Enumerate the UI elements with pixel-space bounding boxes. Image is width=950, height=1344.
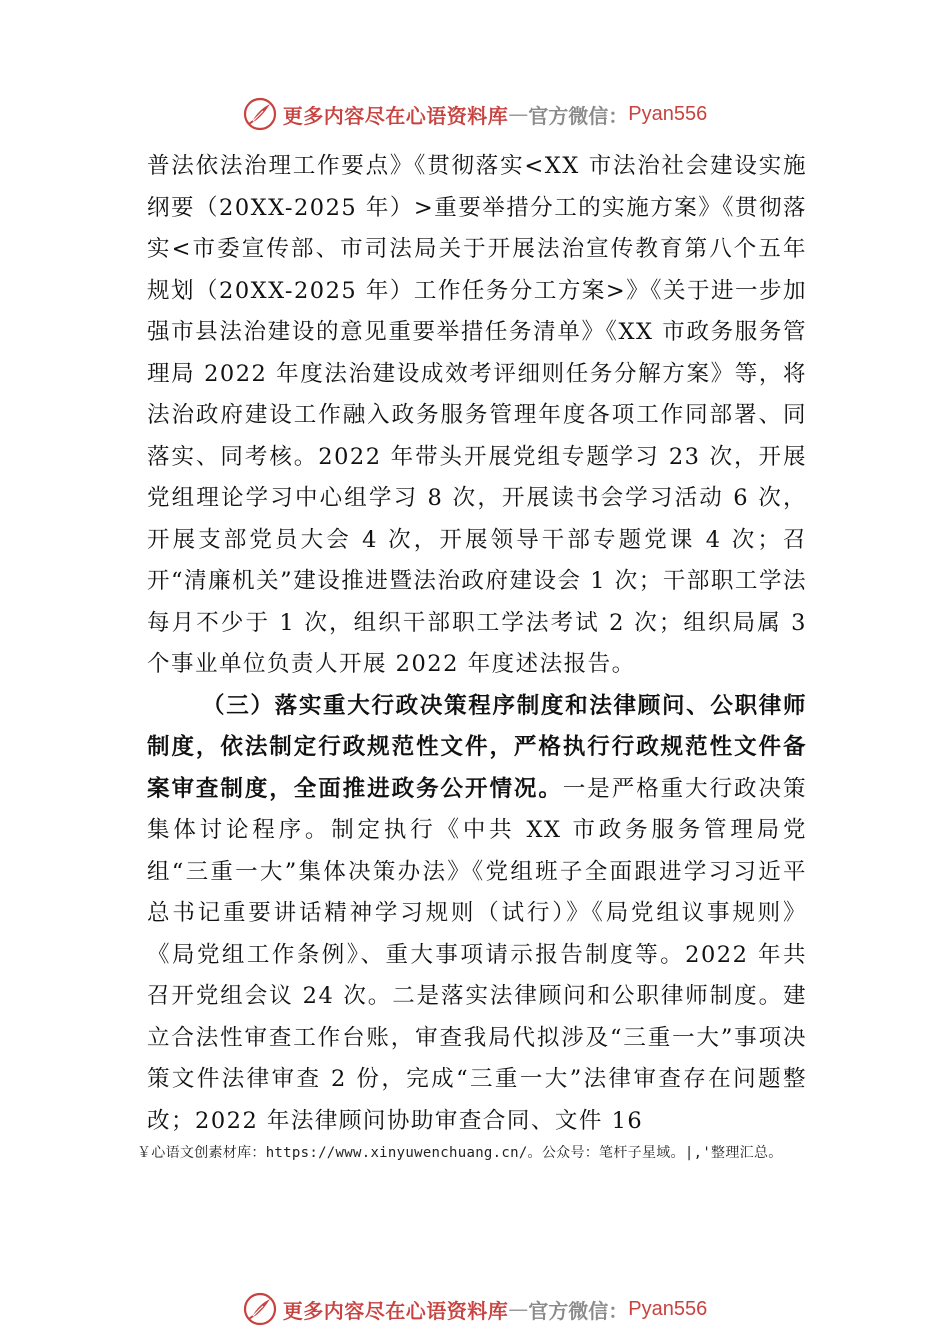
banner-wechat-label: 官方微信： — [528, 103, 629, 128]
feather-pen-logo-icon — [243, 97, 277, 131]
banner-title: 更多内容尽在心语资料库 — [282, 103, 509, 128]
paragraph-1: 普法依法治理工作要点》《贯彻落实<XX 市法治社会建设实施纲要（20XX-2025 年）>重要举措分工的实施方案》《贯彻落实<市委宣传部、市司法局关于开展法治宣传教育第八个五年规划（20XX-2025 年）工作任务分工方案>》《关于进一步加强市县法治建设的意见重要举措任务清单》《XX 市政务服务管理局 2022 年度法治建设成效考评细则任务分解方案》等，将法治政府建设工作融入政务服务管理年度各项工作同部署、同落实、同考核。2022 年带头开展党组专题学习 23 次，开展党组理论学习中心组学习 8 次，开展读书会学习活动 6 次，开展支部党员大会 4 次，开展领导干部专题党课 4 次；召开“清廉机关”建设推进暨法治政府建设会 1 次；干部职工学法每月不少于 1 次，组织干部职工学法考试 2 次；组织局属 3 个事业单位负责人开展 2022 年度述法报告。 — [147, 153, 807, 677]
banner-wechat-label: 官方微信： — [528, 1298, 629, 1323]
banner-title: 更多内容尽在心语资料库 — [282, 1298, 509, 1323]
banner-wechat-id: Pyan556 — [628, 1297, 708, 1320]
banner-separator: — — [508, 102, 529, 126]
section-heading: （三）落实重大行政决策程序制度和法律顾问、公职律师制度，依法制定行政规范性文件，严格执行行政规范性文件备案审查制度，全面推进政务公开情况。 — [147, 692, 807, 802]
document-body — [147, 146, 807, 1142]
section-body: 一是严格重大行政决策集体讨论程序。制定执行《中共 XX 市政务服务管理局党组“三重一大”集体决策办法》《党组班子全面跟进学习习近平总书记重要讲话精神学习规则（试行）》《局党组议事规则》《局党组工作条例》、重大事项请示报告制度等。2022 年共召开党组会议 24 次。二是落实法律顾问和公职律师制度。建立合法性审查工作台账，审查我局代拟涉及“三重一大”事项决策文件法律审查 2 份，完成“三重一大”法律审查存在问题整改；2022 年法律顾问协助审查合同、文件 16 — [147, 775, 807, 1134]
banner-wechat-id: Pyan556 — [628, 102, 708, 125]
feather-pen-logo-icon — [243, 1292, 277, 1326]
footer-banner — [0, 1289, 950, 1329]
paragraph-2 — [147, 686, 807, 1143]
banner-separator: — — [508, 1297, 529, 1321]
header-banner — [0, 94, 950, 134]
source-footnote: ￥心语文创素材库：https://www.xinyuwenchuang.cn/。公众号：笔杆子星域。|,'整理汇总。 — [137, 1145, 783, 1161]
